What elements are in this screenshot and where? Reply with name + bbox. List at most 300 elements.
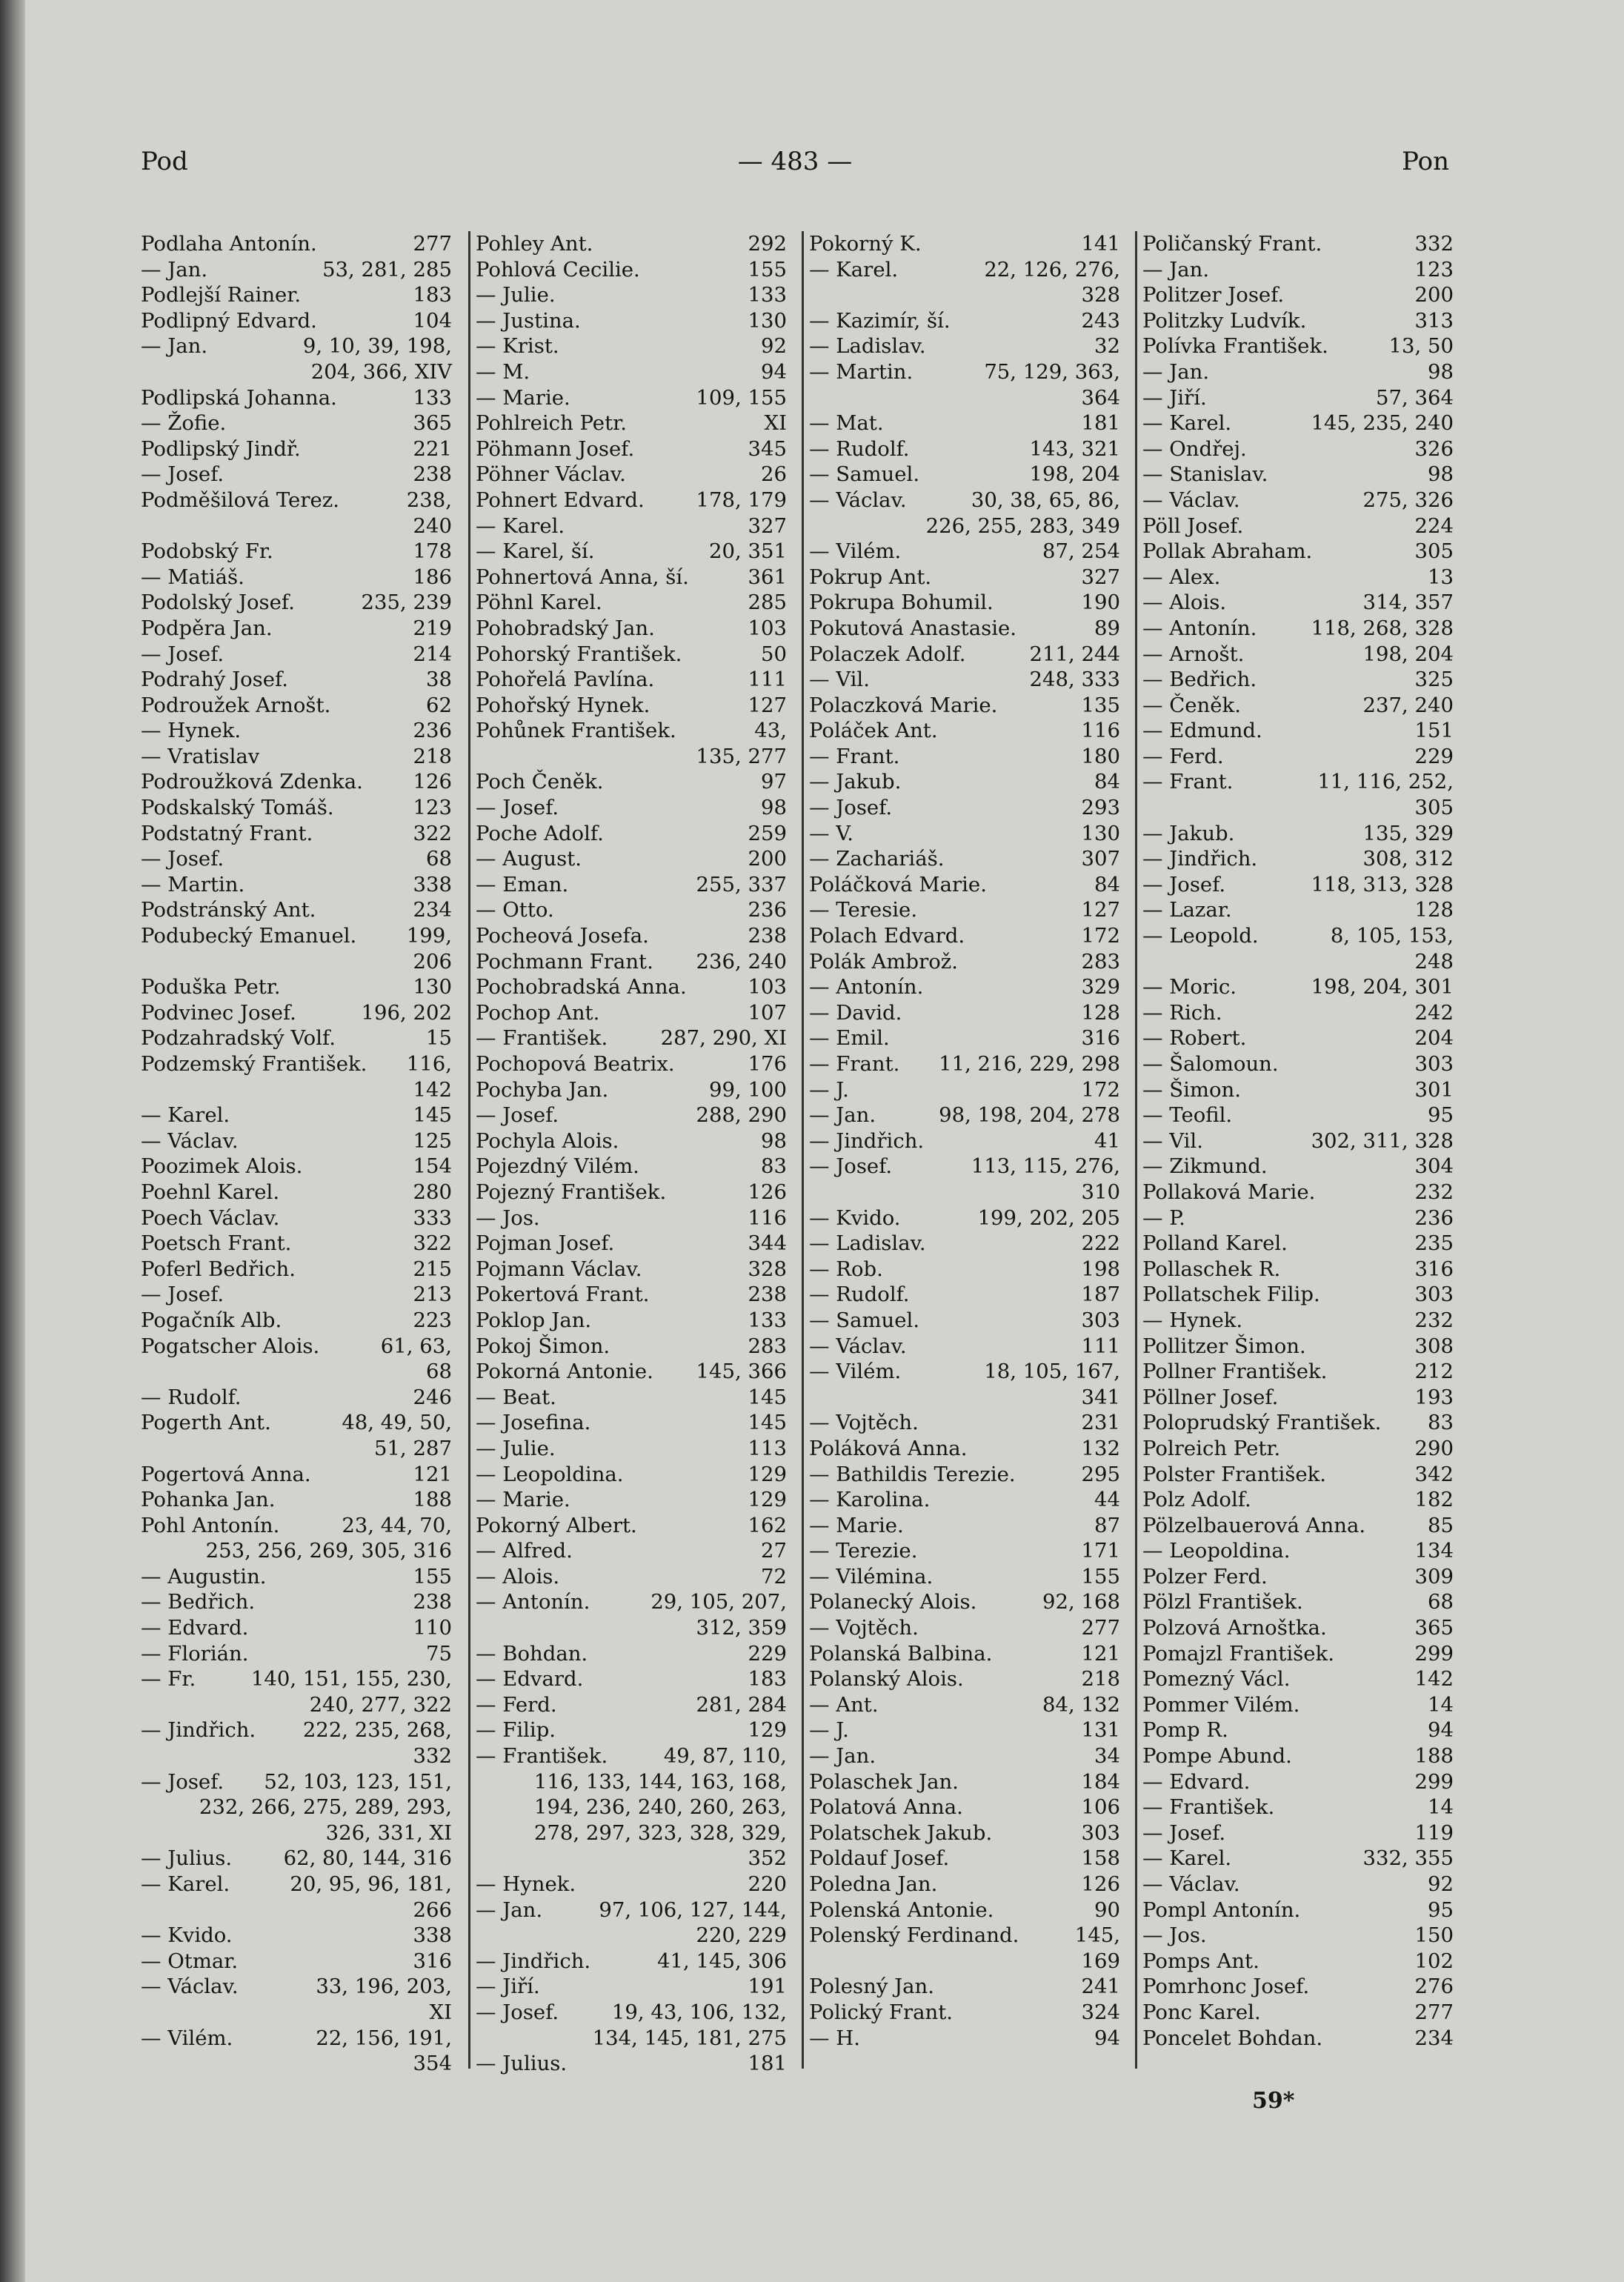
index-entry [809,2026,1120,2052]
index-entry-continuation [1142,949,1454,975]
entry-pages: 238 [748,924,787,948]
entry-pages: 364 [1081,385,1120,410]
index-entry [1142,897,1454,923]
entry-name: Podstatný Frant. [141,821,313,845]
entry-name: — Vilém. [809,539,902,564]
entry-name: — Karel. [1142,411,1232,436]
entry-pages: 13 [1428,565,1454,589]
index-entry [141,846,452,872]
entry-pages: 277 [413,232,452,256]
entry-pages: 325 [1414,668,1454,692]
index-entry [1142,1462,1454,1488]
index-entry [1142,1231,1454,1257]
index-entry [1142,436,1454,462]
index-entry [476,1308,787,1334]
entry-pages: 123 [413,796,452,820]
index-entry-continuation [141,359,452,385]
entry-pages: 11, 116, 252, [1317,770,1454,794]
entry-name: — Frant. [1142,770,1234,794]
entry-pages: 18, 105, 167, [984,1360,1120,1384]
entry-pages: 240, 277, 322 [309,1692,452,1717]
entry-name: Poetsch Frant. [141,1231,292,1256]
entry-pages: 142 [413,1077,452,1102]
entry-name: — Eman. [476,872,569,897]
entry-pages: 241 [1081,1975,1120,1999]
entry-name: — Josef. [809,1154,893,1179]
entry-name: — Vil. [809,668,870,692]
entry-pages: 83 [1428,1411,1454,1435]
entry-pages: 27 [761,1539,787,1563]
index-entry [809,923,1120,949]
entry-name: Pölzelbauerová Anna. [1142,1513,1366,1537]
entry-pages: 236 [413,719,452,743]
entry-pages: 145, 366 [696,1360,787,1384]
index-entry [1142,1974,1454,2000]
entry-name: Pogertová Anna. [141,1462,311,1486]
entry-pages: 11, 216, 229, 298 [939,1052,1120,1076]
entry-name: — Žofie. [141,411,227,436]
entry-name: — Jan. [809,1103,876,1128]
entry-name: — Jan. [1142,257,1210,282]
index-entry [1142,769,1454,795]
index-entry [141,282,452,308]
index-entry [1142,718,1454,744]
entry-pages: 200 [748,847,787,871]
page-header [141,147,1449,191]
entry-pages: 130 [1081,821,1120,845]
entry-name: — Vilém. [809,1360,902,1384]
index-entry [141,257,452,283]
entry-pages: 97, 106, 127, 144, [599,1897,787,1922]
index-entry [476,359,787,385]
entry-name: Polák Ambrož. [809,949,959,974]
entry-pages: 143, 321 [1029,436,1120,461]
index-entry [141,1487,452,1513]
entry-name: Podrahý Josef. [141,668,288,692]
entry-name: Podstránský Ant. [141,898,316,922]
entry-pages: 57, 364 [1376,385,1454,410]
index-entry [1142,821,1454,847]
index-entry [141,1923,452,1949]
entry-name: Poláčková Marie. [809,872,987,897]
entry-pages: 68 [426,847,452,871]
index-entry-continuation [141,513,452,539]
index-entry [141,590,452,616]
entry-name: — P. [1142,1205,1185,1230]
entry-pages: 172 [1081,924,1120,948]
index-entry [476,1000,787,1026]
entry-name: Polzová Arnoštka. [1142,1616,1327,1640]
entry-name: Poláček Ant. [809,719,938,743]
entry-name: Poferl Bedřich. [141,1257,296,1281]
entry-pages: 236, 240 [696,949,787,974]
column-rule [468,231,470,2069]
entry-name: — Jindřich. [809,1128,925,1153]
entry-pages: 99, 100 [709,1077,787,1102]
entry-name: — Otto. [476,898,554,922]
entry-name: — Václav. [1142,488,1240,512]
entry-name: — Arnošt. [1142,642,1245,666]
index-column-3 [809,231,1120,2051]
entry-pages: 126 [748,1180,787,1204]
entry-pages: 301 [1414,1077,1454,1102]
entry-name: Podlipská Johanna. [141,385,337,410]
index-entry-continuation [476,744,787,770]
entry-pages: 214 [413,642,452,666]
index-entry [141,1717,452,1743]
entry-pages: 94 [1428,1718,1454,1743]
entry-pages: 223 [413,1308,452,1332]
entry-pages: 119 [1414,1820,1454,1845]
index-entry [1142,1794,1454,1820]
entry-name: Podpěra Jan. [141,616,273,640]
page-number: — 483 — [737,147,853,176]
entry-name: — Matiáš. [141,565,244,589]
entry-name: — Beat. [476,1385,556,1409]
entry-name: — Antonín. [1142,616,1257,640]
entry-name: Pochobradská Anna. [476,975,687,999]
entry-pages: 155 [1081,1564,1120,1589]
entry-pages: XI [429,2000,452,2024]
entry-name: Podzemský František. [141,1052,367,1076]
entry-name: Pomps Ant. [1142,1949,1259,1973]
index-entry [809,769,1120,795]
entry-pages: 275, 326 [1362,488,1454,512]
entry-pages: 326, 331, XI [325,1820,452,1845]
entry-pages: 278, 297, 323, 328, 329, [533,1820,787,1845]
index-entry [476,1897,787,1923]
index-entry [141,231,452,257]
index-entry [141,1564,452,1590]
entry-pages: 183 [413,283,452,307]
entry-pages: 191 [748,1975,787,1999]
entry-pages: 109, 155 [696,385,787,410]
entry-name: — Josef. [141,462,224,487]
entry-name: — Josef. [809,796,893,820]
entry-name: — Rudolf. [809,1283,910,1307]
entry-name: Pöhner Václav. [476,462,626,487]
entry-name: Pokrup Ant. [809,565,932,589]
index-entry [141,565,452,591]
entry-pages: 259 [748,821,787,845]
index-entry [809,1128,1120,1154]
entry-pages: 103 [748,616,787,640]
index-entry [141,1025,452,1051]
index-entry-continuation [809,513,1120,539]
index-entry [809,333,1120,359]
index-entry [1142,1257,1454,1283]
index-entry [141,1462,452,1488]
entry-pages: 145, [1074,1923,1120,1948]
entry-pages: 220 [748,1872,787,1896]
index-entry [809,667,1120,693]
entry-name: — Vilémina. [809,1564,934,1589]
entry-name: Pochop Ant. [476,1000,600,1025]
entry-name: — Edvard. [141,1616,249,1640]
entry-name: — Emil. [809,1026,890,1051]
index-entry [1142,1308,1454,1334]
entry-pages: 51, 287 [374,1436,452,1460]
entry-name: Pochyba Jan. [476,1077,609,1102]
entry-pages: 95 [1428,1103,1454,1128]
entry-name: — Alfred. [476,1539,573,1563]
entry-name: — Lazar. [1142,898,1232,922]
entry-pages: 303 [1081,1820,1120,1845]
entry-pages: 116 [1081,719,1120,743]
entry-name: Pokorný Albert. [476,1513,637,1537]
index-entry-continuation [809,282,1120,308]
entry-pages: 49, 87, 110, [663,1744,787,1769]
entry-pages: 62 [426,693,452,717]
entry-pages: 287, 290, XI [660,1026,787,1051]
entry-pages: 145 [413,1103,452,1128]
entry-pages: 222, 235, 268, [302,1718,452,1743]
index-entry [809,1615,1120,1641]
index-entry [476,385,787,411]
entry-name: Pohl Antonín. [141,1513,280,1537]
entry-pages: 181 [1081,411,1120,436]
entry-pages: 182 [1414,1488,1454,1512]
entry-name: Pohořský Hynek. [476,693,650,717]
index-entry [809,1410,1120,1436]
entry-pages: 328 [1081,283,1120,307]
entry-pages: 198, 204, 301 [1311,975,1454,999]
entry-pages: 123 [1414,257,1454,282]
entry-name: Poláková Anna. [809,1436,968,1460]
entry-pages: 140, 151, 155, 230, [250,1667,452,1691]
entry-pages: 53, 281, 285 [322,257,452,282]
index-entry [809,872,1120,898]
entry-name: Polesný Jan. [809,1975,934,1999]
index-entry [1142,1051,1454,1077]
index-entry [809,1102,1120,1128]
index-entry [1142,1820,1454,1846]
entry-pages: 285 [748,591,787,615]
entry-pages: 186 [413,565,452,589]
entry-pages: 304 [1414,1154,1454,1179]
index-entry [476,590,787,616]
index-entry [476,1334,787,1360]
entry-pages: 316 [413,1949,452,1973]
entry-name: Poozimek Alois. [141,1154,303,1179]
entry-pages: 184 [1081,1769,1120,1794]
index-entry [809,949,1120,975]
index-entry [809,1692,1120,1718]
index-entry [1142,359,1454,385]
entry-pages: 283 [1081,949,1120,974]
entry-pages: 313 [1414,308,1454,333]
index-entry [809,410,1120,436]
entry-pages: 62, 80, 144, 316 [283,1846,452,1871]
index-entry [1142,1180,1454,1205]
index-entry [141,1872,452,1897]
entry-pages: 102 [1414,1949,1454,1973]
entry-pages: 221 [413,436,452,461]
entry-pages: 126 [1081,1872,1120,1896]
entry-pages: 75, 129, 363, [984,359,1120,384]
index-entry [809,462,1120,488]
index-entry [1142,1743,1454,1769]
entry-name: — Martin. [141,872,245,897]
entry-name: — Bedřich. [141,1590,256,1614]
entry-pages: 226, 255, 283, 349 [925,513,1120,538]
entry-name: Poduška Petr. [141,975,281,999]
index-entry [476,897,787,923]
index-entry [1142,385,1454,411]
index-entry [141,616,452,642]
entry-pages: 303 [1414,1052,1454,1076]
index-entry [141,667,452,693]
entry-pages: 231 [1081,1411,1120,1435]
entry-pages: 129 [748,1488,787,1512]
entry-name: — Samuel. [809,462,920,487]
index-entry [476,1102,787,1128]
index-entry [141,410,452,436]
entry-pages: 20, 351 [709,539,787,564]
entry-pages: 155 [413,1564,452,1589]
entry-pages: 341 [1081,1385,1120,1409]
index-entry [476,1974,787,2000]
entry-pages: 134 [1414,1539,1454,1563]
entry-name: Polz Adolf. [1142,1488,1251,1512]
entry-pages: 288, 290 [696,1103,787,1128]
entry-pages: 307 [1081,847,1120,871]
entry-name: Pöhnl Karel. [476,591,602,615]
entry-pages: 133 [748,283,787,307]
entry-name: Podobský Fr. [141,539,273,564]
index-entry [1142,1282,1454,1308]
index-entry [141,1154,452,1180]
index-entry [141,1282,452,1308]
entry-name: — František. [1142,1795,1275,1820]
entry-pages: 171 [1081,1539,1120,1563]
entry-name: Polenská Antonie. [809,1897,994,1922]
index-entry [809,1641,1120,1667]
index-entry [809,1794,1120,1820]
entry-pages: 84 [1094,770,1120,794]
entry-pages: 180 [1081,744,1120,768]
entry-pages: 135, 329 [1362,821,1454,845]
entry-name: — Filip. [476,1718,556,1743]
index-entry [476,1487,787,1513]
index-entry [1142,1359,1454,1385]
index-entry [476,539,787,565]
index-entry [476,1410,787,1436]
index-entry [809,359,1120,385]
index-entry [1142,1025,1454,1051]
entry-pages: 344 [748,1231,787,1256]
index-entry [1142,1872,1454,1897]
entry-name: Pollner František. [1142,1360,1328,1384]
index-entry [476,616,787,642]
entry-name: — Rudolf. [141,1385,242,1409]
index-entry [141,1641,452,1667]
index-entry [141,385,452,411]
entry-pages: 293 [1081,796,1120,820]
entry-name: Pohnert Edvard. [476,488,645,512]
index-entry [476,565,787,591]
index-entry-continuation [476,2026,787,2052]
index-entry [476,1462,787,1488]
entry-pages: 128 [1081,1000,1120,1025]
index-entry [809,488,1120,513]
entry-name: — Ladislav. [809,1231,926,1256]
entry-pages: 305 [1414,539,1454,564]
index-entry [476,1666,787,1692]
index-entry [1142,1334,1454,1360]
index-entry [476,923,787,949]
entry-pages: 15 [426,1026,452,1051]
entry-pages: 61, 63, [380,1334,452,1358]
index-entry [1142,1000,1454,1026]
index-entry-continuation [141,2000,452,2026]
entry-name: — Mat. [809,411,884,436]
entry-pages: 246 [413,1385,452,1409]
entry-pages: 23, 44, 70, [342,1513,452,1537]
index-entry [476,1051,787,1077]
entry-pages: 232, 266, 275, 289, 293, [199,1795,452,1820]
index-entry [141,923,452,949]
entry-name: Pokorný K. [809,232,922,256]
entry-name: — Bedřich. [1142,668,1257,692]
index-entry [1142,1154,1454,1180]
index-entry [1142,846,1454,872]
index-entry [809,1743,1120,1769]
entry-pages: 22, 126, 276, [984,257,1120,282]
entry-pages: 118, 268, 328 [1311,616,1454,640]
index-entry [476,693,787,719]
entry-pages: 199, 202, 205 [977,1205,1120,1230]
index-entry [809,642,1120,668]
index-entry [1142,1410,1454,1436]
index-entry [476,1180,787,1205]
entry-name: — Jan. [1142,359,1210,384]
index-entry [1142,308,1454,334]
entry-name: Pokorná Antonie. [476,1360,653,1384]
index-entry [1142,1385,1454,1411]
entry-name: — Frant. [809,744,900,768]
entry-name: Polland Karel. [1142,1231,1288,1256]
index-entry [1142,744,1454,770]
entry-pages: 322 [413,821,452,845]
index-entry [1142,1102,1454,1128]
entry-pages: 327 [1081,565,1120,589]
entry-name: Polaschek Jan. [809,1769,959,1794]
entry-name: Polaczková Marie. [809,693,998,717]
entry-name: — Bohdan. [476,1641,588,1666]
entry-pages: 352 [748,1846,787,1871]
entry-name: — Jan. [476,1897,543,1922]
entry-pages: 327 [748,513,787,538]
entry-name: — August. [476,847,582,871]
index-entry [809,1666,1120,1692]
entry-pages: 222 [1081,1231,1120,1256]
entry-pages: 332 [1414,232,1454,256]
index-entry [809,1846,1120,1872]
entry-name: — Václav. [809,488,907,512]
entry-name: — Kvido. [809,1205,901,1230]
running-head-right: Pon [1402,147,1449,176]
entry-name: — Josef. [1142,1820,1226,1845]
entry-pages: 162 [748,1513,787,1537]
entry-name: Podlejší Rainer. [141,283,302,307]
entry-name: — Karel. [1142,1846,1232,1871]
entry-pages: 98 [761,1128,787,1153]
index-entry [809,693,1120,719]
index-entry [141,488,452,513]
index-entry [476,1231,787,1257]
entry-pages: 72 [761,1564,787,1589]
